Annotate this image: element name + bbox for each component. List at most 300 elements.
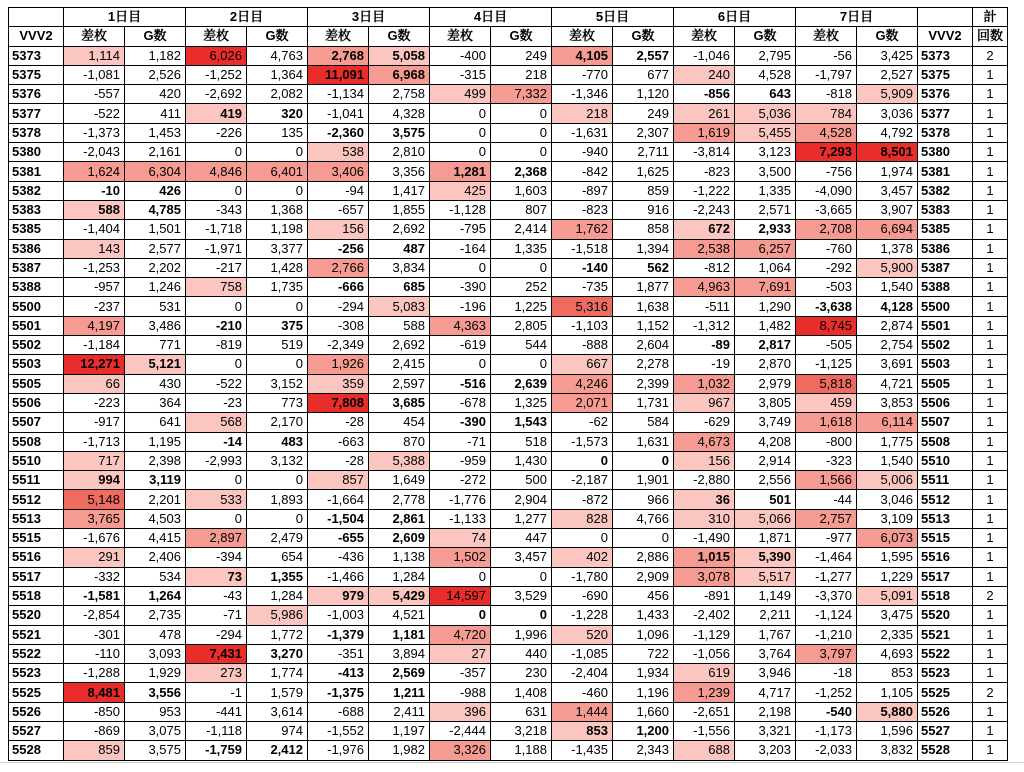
diff-cell: -1,173 — [796, 721, 857, 740]
diff-cell: -1,133 — [430, 509, 491, 528]
diff-cell: -688 — [308, 702, 369, 721]
diff-cell: -3,638 — [796, 297, 857, 316]
diff-cell: -4,090 — [796, 181, 857, 200]
diff-cell: -332 — [64, 567, 125, 586]
table-row — [9, 664, 1008, 683]
diff-cell: 3,797 — [796, 644, 857, 663]
games-cell: 5,121 — [125, 355, 186, 374]
games-cell: 4,693 — [857, 644, 918, 663]
games-cell: 454 — [369, 413, 430, 432]
games-cell: 487 — [369, 239, 430, 258]
games-cell: 4,415 — [125, 529, 186, 548]
diff-cell: 0 — [430, 355, 491, 374]
machine-number: 5503 — [9, 355, 64, 374]
machine-number: 5523 — [918, 664, 973, 683]
diff-cell: 143 — [64, 239, 125, 258]
machine-number: 5381 — [918, 162, 973, 181]
diff-cell: 1,239 — [674, 683, 735, 702]
diff-cell: -71 — [430, 432, 491, 451]
diff-cell: -196 — [430, 297, 491, 316]
games-cell: 3,853 — [857, 393, 918, 412]
games-cell: 0 — [491, 606, 552, 625]
games-cell: 426 — [125, 181, 186, 200]
games-cell: 916 — [613, 200, 674, 219]
diff-cell: -812 — [674, 258, 735, 277]
diff-cell: 402 — [552, 548, 613, 567]
diff-cell: 758 — [186, 278, 247, 297]
diff-cell: 3,765 — [64, 509, 125, 528]
games-cell: 0 — [491, 258, 552, 277]
table-row — [9, 644, 1008, 663]
diff-cell: -294 — [186, 625, 247, 644]
machine-number: 5378 — [918, 123, 973, 142]
count-cell: 1 — [973, 181, 1008, 200]
games-cell: 3,123 — [735, 143, 796, 162]
diff-cell: 857 — [308, 471, 369, 490]
games-cell: 0 — [247, 143, 308, 162]
games-cell: 3,556 — [125, 683, 186, 702]
games-cell: 807 — [491, 200, 552, 219]
games-cell: 5,083 — [369, 297, 430, 316]
diff-cell: 0 — [552, 451, 613, 470]
diff-cell: -14 — [186, 432, 247, 451]
diff-cell: 11,091 — [308, 65, 369, 84]
diff-cell: -800 — [796, 432, 857, 451]
machine-number: 5506 — [9, 393, 64, 412]
games-cell: 584 — [613, 413, 674, 432]
diff-cell: 2,538 — [674, 239, 735, 258]
table-row — [9, 104, 1008, 123]
diff-cell: 4,673 — [674, 432, 735, 451]
diff-cell: -1,971 — [186, 239, 247, 258]
games-cell: 966 — [613, 490, 674, 509]
games-cell: 4,792 — [857, 123, 918, 142]
diff-cell: 533 — [186, 490, 247, 509]
diff-cell: -351 — [308, 644, 369, 663]
games-cell: 1,284 — [247, 586, 308, 605]
machine-number: 5525 — [9, 683, 64, 702]
games-cell: 2,414 — [491, 220, 552, 239]
machine-number: 5521 — [918, 625, 973, 644]
diff-cell: 5,148 — [64, 490, 125, 509]
games-cell: 1,579 — [247, 683, 308, 702]
diff-cell: 273 — [186, 664, 247, 683]
diff-cell: -2,854 — [64, 606, 125, 625]
machine-number: 5508 — [9, 432, 64, 451]
diff-cell: 0 — [186, 471, 247, 490]
games-cell: 2,343 — [613, 741, 674, 760]
diff-cell: -1,464 — [796, 548, 857, 567]
diff-cell: 73 — [186, 567, 247, 586]
games-cell: 1,105 — [857, 683, 918, 702]
day-header: 2日目 — [186, 8, 308, 27]
diff-cell: -2,404 — [552, 664, 613, 683]
diff-cell: 1,444 — [552, 702, 613, 721]
diff-cell: -1,118 — [186, 721, 247, 740]
diff-cell: -1,504 — [308, 509, 369, 528]
games-cell: 2,795 — [735, 46, 796, 65]
games-cell: 2,692 — [369, 220, 430, 239]
games-cell: 3,946 — [735, 664, 796, 683]
machine-number: 5380 — [9, 143, 64, 162]
diff-cell: -3,814 — [674, 143, 735, 162]
games-cell: 3,907 — [857, 200, 918, 219]
diff-cell: -977 — [796, 529, 857, 548]
diff-cell: -436 — [308, 548, 369, 567]
games-cell: 1,625 — [613, 162, 674, 181]
table-row — [9, 355, 1008, 374]
games-cell: 0 — [247, 297, 308, 316]
diff-col-header: 差枚 — [796, 27, 857, 46]
diff-cell: -1,631 — [552, 123, 613, 142]
games-cell: 1,982 — [369, 741, 430, 760]
diff-cell: 8,481 — [64, 683, 125, 702]
diff-cell: -629 — [674, 413, 735, 432]
diff-cell: 0 — [430, 123, 491, 142]
games-cell: 1,335 — [735, 181, 796, 200]
games-cell: 5,390 — [735, 548, 796, 567]
diff-cell: -1,976 — [308, 741, 369, 760]
games-cell: 1,735 — [247, 278, 308, 297]
games-cell: 3,614 — [247, 702, 308, 721]
games-cell: 4,763 — [247, 46, 308, 65]
count-cell: 1 — [973, 355, 1008, 374]
games-cell: 531 — [125, 297, 186, 316]
count-cell: 1 — [973, 239, 1008, 258]
games-cell: 0 — [247, 355, 308, 374]
machine-number: 5505 — [918, 374, 973, 393]
diff-cell: -690 — [552, 586, 613, 605]
games-cell: 320 — [247, 104, 308, 123]
games-cell: 1,731 — [613, 393, 674, 412]
count-cell: 1 — [973, 664, 1008, 683]
diff-col-header: 差枚 — [186, 27, 247, 46]
games-cell: 218 — [491, 65, 552, 84]
table-row — [9, 46, 1008, 65]
games-cell: 5,036 — [735, 104, 796, 123]
games-cell: 3,764 — [735, 644, 796, 663]
diff-cell: -1,085 — [552, 644, 613, 663]
machine-number: 5376 — [9, 85, 64, 104]
games-cell: 0 — [247, 471, 308, 490]
diff-cell: 27 — [430, 644, 491, 663]
machine-number: 5373 — [918, 46, 973, 65]
machine-number: 5511 — [9, 471, 64, 490]
games-cell: 2,914 — [735, 451, 796, 470]
day-header: 4日目 — [430, 8, 552, 27]
games-cell: 1,225 — [491, 297, 552, 316]
diff-cell: 2,757 — [796, 509, 857, 528]
games-cell: 1,482 — [735, 316, 796, 335]
games-cell: 2,335 — [857, 625, 918, 644]
diff-cell: -308 — [308, 316, 369, 335]
games-cell: 3,075 — [125, 721, 186, 740]
count-cell: 1 — [973, 606, 1008, 625]
machine-number: 5517 — [918, 567, 973, 586]
games-cell: 1,901 — [613, 471, 674, 490]
day-header: 7日目 — [796, 8, 918, 27]
games-cell: 1,540 — [857, 278, 918, 297]
diff-cell: -856 — [674, 85, 735, 104]
games-cell: 1,595 — [857, 548, 918, 567]
games-cell: 2,692 — [369, 336, 430, 355]
diff-cell: -503 — [796, 278, 857, 297]
games-cell: 588 — [369, 316, 430, 335]
diff-cell: 672 — [674, 220, 735, 239]
games-cell: 773 — [247, 393, 308, 412]
machine-number: 5375 — [918, 65, 973, 84]
games-cell: 519 — [247, 336, 308, 355]
games-cell: 1,211 — [369, 683, 430, 702]
diff-cell: 1,619 — [674, 123, 735, 142]
games-cell: 953 — [125, 702, 186, 721]
games-cell: 3,270 — [247, 644, 308, 663]
diff-cell: 568 — [186, 413, 247, 432]
diff-cell: 14,597 — [430, 586, 491, 605]
machine-number: 5377 — [9, 104, 64, 123]
diff-cell: -400 — [430, 46, 491, 65]
games-cell: 685 — [369, 278, 430, 297]
diff-cell: -28 — [308, 413, 369, 432]
games-cell: 1,229 — [857, 567, 918, 586]
diff-cell: -28 — [308, 451, 369, 470]
diff-cell: -2,402 — [674, 606, 735, 625]
diff-cell: -2,360 — [308, 123, 369, 142]
games-cell: 1,433 — [613, 606, 674, 625]
diff-cell: 2,897 — [186, 529, 247, 548]
games-cell: 2,886 — [613, 548, 674, 567]
diff-cell: -1,466 — [308, 567, 369, 586]
diff-cell: 4,363 — [430, 316, 491, 335]
diff-cell: 74 — [430, 529, 491, 548]
games-cell: 0 — [613, 451, 674, 470]
games-cell: 3,203 — [735, 741, 796, 760]
diff-cell: 5,818 — [796, 374, 857, 393]
games-cell: 1,603 — [491, 181, 552, 200]
count-cell: 1 — [973, 413, 1008, 432]
games-cell: 1,064 — [735, 258, 796, 277]
diff-cell: -2,043 — [64, 143, 125, 162]
diff-cell: -897 — [552, 181, 613, 200]
games-cell: 3,575 — [369, 123, 430, 142]
games-cell: 456 — [613, 586, 674, 605]
games-cell: 2,778 — [369, 490, 430, 509]
diff-cell: -1,129 — [674, 625, 735, 644]
games-cell: 2,412 — [247, 741, 308, 760]
games-cell: 0 — [491, 123, 552, 142]
games-cell: 1,378 — [857, 239, 918, 258]
games-cell: 1,974 — [857, 162, 918, 181]
diff-cell: -19 — [674, 355, 735, 374]
diff-cell: 859 — [64, 741, 125, 760]
diff-cell: 4,246 — [552, 374, 613, 393]
machine-number: 5503 — [918, 355, 973, 374]
games-cell: 3,529 — [491, 586, 552, 605]
diff-cell: 396 — [430, 702, 491, 721]
diff-cell: 5,316 — [552, 297, 613, 316]
games-cell: 3,749 — [735, 413, 796, 432]
diff-cell: -1,041 — [308, 104, 369, 123]
diff-cell: -1,124 — [796, 606, 857, 625]
diff-cell: -357 — [430, 664, 491, 683]
diff-cell: 2,071 — [552, 393, 613, 412]
games-cell: 4,128 — [857, 297, 918, 316]
table-row — [9, 200, 1008, 219]
games-cell: 1,774 — [247, 664, 308, 683]
games-cell: 6,401 — [247, 162, 308, 181]
empty-grid-row — [0, 762, 1024, 772]
machine-number: 5512 — [918, 490, 973, 509]
games-cell: 6,114 — [857, 413, 918, 432]
games-cell: 631 — [491, 702, 552, 721]
machine-number: 5526 — [9, 702, 64, 721]
diff-cell: -256 — [308, 239, 369, 258]
diff-cell: -3,665 — [796, 200, 857, 219]
diff-cell: -678 — [430, 393, 491, 412]
diff-cell: -237 — [64, 297, 125, 316]
diff-cell: 419 — [186, 104, 247, 123]
table-row — [9, 721, 1008, 740]
machine-number: 5508 — [918, 432, 973, 451]
games-cell: 501 — [735, 490, 796, 509]
games-cell: 500 — [491, 471, 552, 490]
machine-number: 5527 — [918, 721, 973, 740]
machine-number: 5380 — [918, 143, 973, 162]
machine-number: 5388 — [9, 278, 64, 297]
games-cell: 3,036 — [857, 104, 918, 123]
games-cell: 654 — [247, 548, 308, 567]
machine-number: 5510 — [918, 451, 973, 470]
games-cell: 3,457 — [491, 548, 552, 567]
machine-number: 5522 — [9, 644, 64, 663]
diff-cell: -1,346 — [552, 85, 613, 104]
diff-cell: 619 — [674, 664, 735, 683]
games-col-header: G数 — [735, 27, 796, 46]
diff-cell: 156 — [308, 220, 369, 239]
games-cell: 1,290 — [735, 297, 796, 316]
machine-number: 5521 — [9, 625, 64, 644]
diff-cell: 0 — [186, 355, 247, 374]
diff-cell: 36 — [674, 490, 735, 509]
games-cell: 1,877 — [613, 278, 674, 297]
diff-cell: -18 — [796, 664, 857, 683]
diff-cell: -522 — [64, 104, 125, 123]
machine-number: 5377 — [918, 104, 973, 123]
diff-cell: 688 — [674, 741, 735, 760]
count-cell: 1 — [973, 143, 1008, 162]
diff-cell: -540 — [796, 702, 857, 721]
diff-cell: -1,128 — [430, 200, 491, 219]
count-cell: 1 — [973, 432, 1008, 451]
machine-number: 5507 — [918, 413, 973, 432]
diff-cell: -323 — [796, 451, 857, 470]
games-cell: 6,257 — [735, 239, 796, 258]
machine-number: 5506 — [918, 393, 973, 412]
diff-cell: 784 — [796, 104, 857, 123]
count-cell: 1 — [973, 644, 1008, 663]
diff-cell: -756 — [796, 162, 857, 181]
machine-number: 5378 — [9, 123, 64, 142]
table-row — [9, 509, 1008, 528]
games-cell: 1,198 — [247, 220, 308, 239]
diff-cell: -1,518 — [552, 239, 613, 258]
diff-cell: -294 — [308, 297, 369, 316]
diff-cell: -1,003 — [308, 606, 369, 625]
diff-cell: 994 — [64, 471, 125, 490]
diff-cell: -940 — [552, 143, 613, 162]
diff-cell: 1,114 — [64, 46, 125, 65]
diff-cell: -43 — [186, 586, 247, 605]
games-cell: 974 — [247, 721, 308, 740]
machine-number: 5385 — [9, 220, 64, 239]
diff-cell: 1,624 — [64, 162, 125, 181]
diff-cell: 4,846 — [186, 162, 247, 181]
diff-cell: -1 — [186, 683, 247, 702]
diff-cell: -62 — [552, 413, 613, 432]
diff-cell: -619 — [430, 336, 491, 355]
games-cell: 1,543 — [491, 413, 552, 432]
machine-number: 5502 — [918, 336, 973, 355]
diff-cell: -390 — [430, 278, 491, 297]
diff-cell: -511 — [674, 297, 735, 316]
count-cell: 1 — [973, 625, 1008, 644]
games-cell: 1,929 — [125, 664, 186, 683]
diff-cell: -2,692 — [186, 85, 247, 104]
games-cell: 3,093 — [125, 644, 186, 663]
games-cell: 364 — [125, 393, 186, 412]
games-cell: 771 — [125, 336, 186, 355]
diff-cell: -217 — [186, 258, 247, 277]
games-cell: 1,181 — [369, 625, 430, 644]
machine-number: 5382 — [9, 181, 64, 200]
diff-cell: 1,502 — [430, 548, 491, 567]
games-cell: 2,569 — [369, 664, 430, 683]
games-cell: 1,453 — [125, 123, 186, 142]
machine-number: 5383 — [918, 200, 973, 219]
games-cell: 2,202 — [125, 258, 186, 277]
diff-cell: 828 — [552, 509, 613, 528]
games-cell: 249 — [613, 104, 674, 123]
games-cell: 2,198 — [735, 702, 796, 721]
count-cell: 1 — [973, 393, 1008, 412]
table-row — [9, 625, 1008, 644]
diff-cell: 3,406 — [308, 162, 369, 181]
games-cell: 2,979 — [735, 374, 796, 393]
games-cell: 420 — [125, 85, 186, 104]
diff-col-header: 差枚 — [552, 27, 613, 46]
diff-cell: -394 — [186, 548, 247, 567]
games-cell: 3,500 — [735, 162, 796, 181]
count-cell: 1 — [973, 471, 1008, 490]
games-cell: 430 — [125, 374, 186, 393]
diff-cell: -657 — [308, 200, 369, 219]
count-cell: 1 — [973, 529, 1008, 548]
diff-cell: -343 — [186, 200, 247, 219]
diff-cell: -315 — [430, 65, 491, 84]
diff-cell: -1,556 — [674, 721, 735, 740]
diff-cell: 717 — [64, 451, 125, 470]
table-row — [9, 471, 1008, 490]
games-cell: 2,609 — [369, 529, 430, 548]
diff-cell: -823 — [552, 200, 613, 219]
games-cell: 3,132 — [247, 451, 308, 470]
table-row — [9, 278, 1008, 297]
games-cell: 249 — [491, 46, 552, 65]
diff-cell: 4,963 — [674, 278, 735, 297]
table-row — [9, 490, 1008, 509]
games-cell: 252 — [491, 278, 552, 297]
games-cell: 0 — [247, 509, 308, 528]
